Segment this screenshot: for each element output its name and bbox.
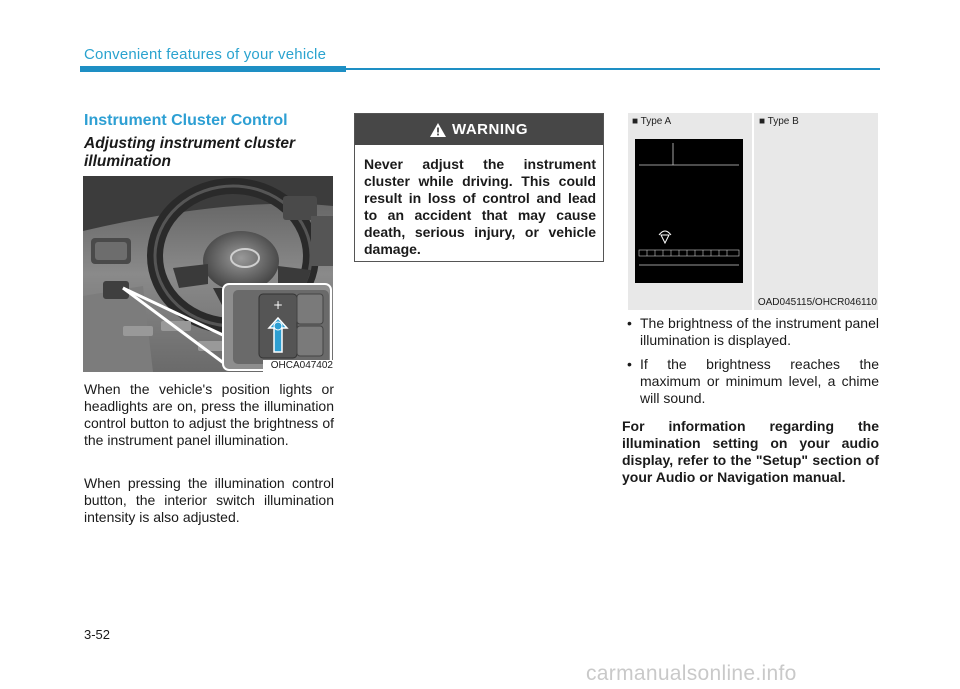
bullet-dot: •: [627, 315, 632, 331]
section-subtitle: Adjusting instrument cluster illumination: [84, 135, 295, 170]
page-number: 3-52: [84, 627, 111, 642]
dashboard-illustration: [83, 176, 333, 372]
bullet-list: [622, 315, 879, 414]
bullet-dot: •: [627, 356, 632, 372]
audio-setup-note: For information regarding the illumination setting on your audio display, refer to the "Setup" section of your Audio or Navigation manual.: [622, 418, 879, 485]
figure-caption: OAD045115/OHCR046110: [757, 297, 877, 308]
warning-header: [355, 114, 603, 145]
figure-divider: [752, 113, 754, 310]
type-a-label: ■ Type A: [632, 116, 672, 127]
warning-label: WARNING: [452, 121, 528, 138]
warning-triangle-icon: [430, 123, 446, 137]
list-item: • The brightness of the instrument panel illumination is displayed.: [627, 315, 879, 348]
type-b-label: ■ Type B: [759, 116, 799, 127]
header-rule-thin: [346, 68, 880, 70]
paragraph-interior-switch: When pressing the illumination control button, the interior switch illumination intensity is also adjusted.: [84, 475, 334, 525]
warning-box: [354, 113, 604, 262]
section-title: Instrument Cluster Control: [84, 112, 288, 129]
header-rule-thick: [80, 66, 346, 72]
cluster-display-graphic: [635, 139, 743, 283]
svg-text:+: +: [272, 298, 284, 312]
steering-wheel-photo: [83, 176, 333, 372]
paragraph-illumination-control: When the vehicle's position lights or headlights are on, press the illumination control button to adjust the brightness of the instrument panel illumination.: [84, 381, 334, 448]
list-item: • If the brightness reaches the maximum or minimum level, a chime will sound.: [627, 356, 879, 406]
warning-text: Never adjust the instrument cluster while driving. This could result in loss of control and lead to an accident that may cause death, serious injury, or vehicle damage.: [364, 156, 596, 257]
header-title: Convenient features of your vehicle: [84, 46, 327, 63]
illumination-icon: [659, 231, 671, 243]
watermark: carmanualsonline.info: [586, 662, 797, 685]
photo-caption: OHCA047402: [263, 360, 333, 372]
cluster-display: [635, 139, 743, 283]
